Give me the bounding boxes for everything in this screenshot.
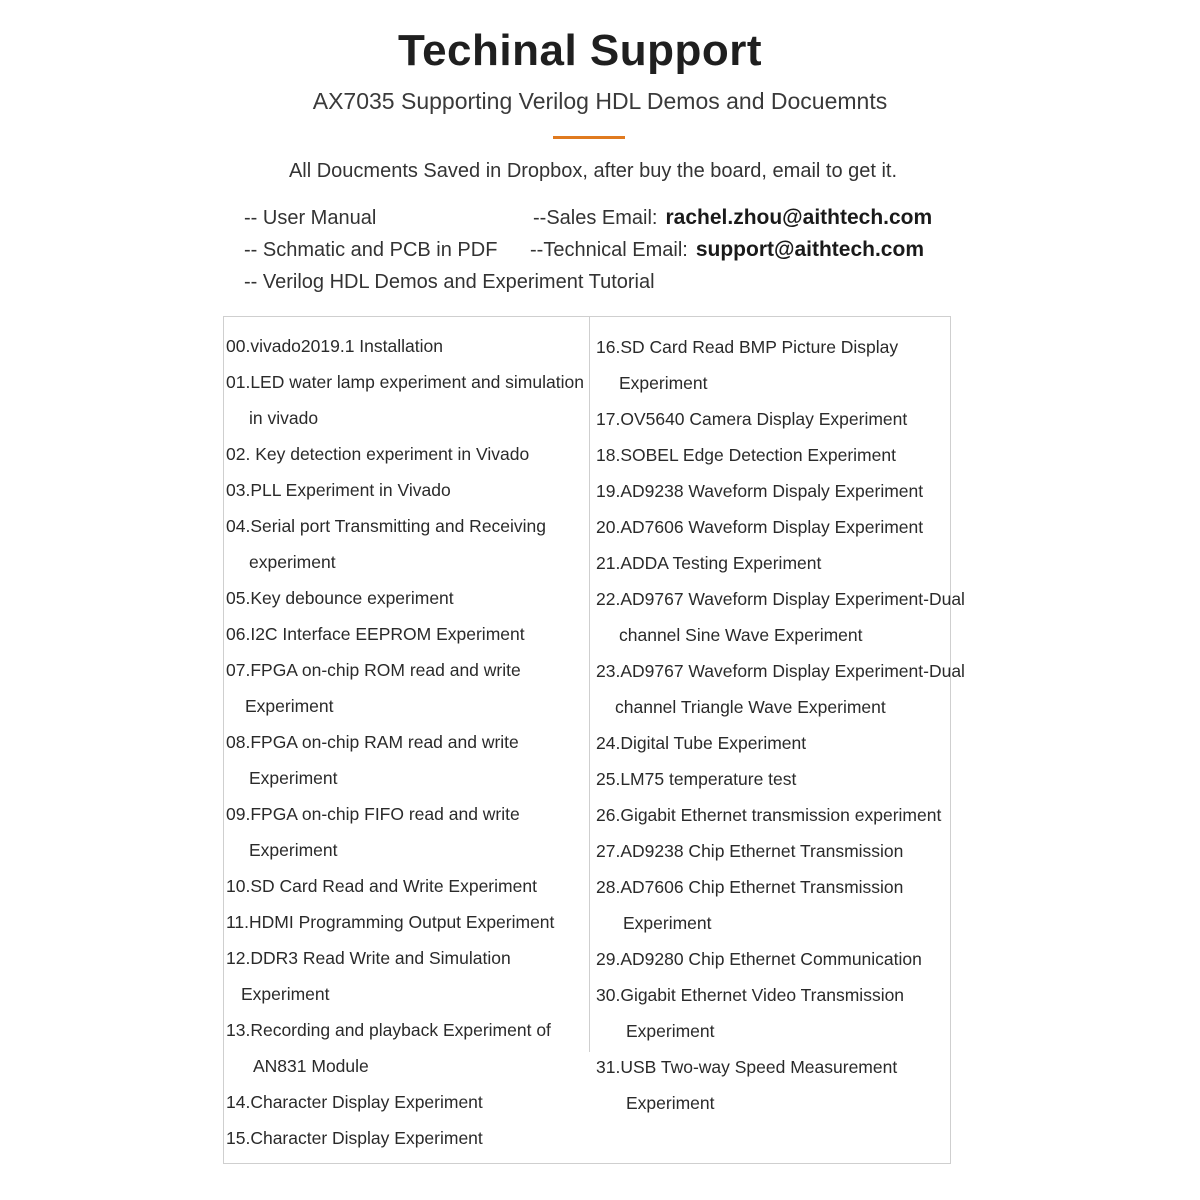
list-item: 02. Key detection experiment in Vivado <box>226 444 530 464</box>
list-item: 29.AD9280 Chip Ethernet Communication <box>596 949 922 969</box>
tech-contact <box>530 238 924 262</box>
page-title: Techinal Support <box>397 26 763 75</box>
list-item: 15.Character Display Experiment <box>226 1128 483 1148</box>
sales-email-label: --Sales Email: <box>533 207 658 229</box>
list-item: 16.SD Card Read BMP Picture Display Experiment <box>596 337 899 393</box>
list-item: 09.FPGA on-chip FIFO read and write Experiment <box>226 804 520 860</box>
list-item: 30.Gigabit Ethernet Video Transmission Experiment <box>596 985 905 1041</box>
doc-verilog-demos: -- Verilog HDL Demos and Experiment Tutorial <box>244 271 655 293</box>
list-item: 07.FPGA on-chip ROM read and write Experiment <box>226 660 521 716</box>
page-subtitle: AX7035 Supporting Verilog HDL Demos and Docuemnts <box>312 88 888 114</box>
list-item: 31.USB Two-way Speed Measurement Experiment <box>596 1057 898 1113</box>
list-item: 06.I2C Interface EEPROM Experiment <box>226 624 525 644</box>
list-item: 21.ADDA Testing Experiment <box>596 553 822 573</box>
list-item: 03.PLL Experiment in Vivado <box>226 480 451 500</box>
list-item: 27.AD9238 Chip Ethernet Transmission <box>596 841 904 861</box>
list-item: 04.Serial port Transmitting and Receiving experiment <box>226 516 547 572</box>
list-item: 13.Recording and playback Experiment of AN831 Module <box>226 1020 551 1076</box>
list-item: 11.HDMI Programming Output Experiment <box>226 912 555 932</box>
list-item: 08.FPGA on-chip RAM read and write Experiment <box>226 732 519 788</box>
list-item: 26.Gigabit Ethernet transmission experiment <box>596 805 942 825</box>
list-item: 17.OV5640 Camera Display Experiment <box>596 409 908 429</box>
list-item: 10.SD Card Read and Write Experiment <box>226 876 537 896</box>
dropbox-notice: All Doucments Saved in Dropbox, after buy the board, email to get it. <box>288 160 898 182</box>
list-item: 23.AD9767 Waveform Display Experiment-Dual channel Triangle Wave Experiment <box>596 661 965 717</box>
list-item: 00.vivado2019.1 Installation <box>226 336 443 356</box>
doc-schematic-pcb: -- Schmatic and PCB in PDF <box>244 239 498 261</box>
list-item: 01.LED water lamp experiment and simulation in vivado <box>226 372 584 428</box>
list-item: 24.Digital Tube Experiment <box>596 733 807 753</box>
list-item: 25.LM75 temperature test <box>596 769 797 789</box>
tech-email-link[interactable]: support@aithtech.com <box>695 238 924 261</box>
list-item: 18.SOBEL Edge Detection Experiment <box>596 445 896 465</box>
sales-contact <box>533 206 932 230</box>
list-item: 05.Key debounce experiment <box>226 588 454 608</box>
list-item: 20.AD7606 Waveform Display Experiment <box>596 517 924 537</box>
sales-email-link[interactable]: rachel.zhou@aithtech.com <box>665 206 933 229</box>
column-divider <box>589 316 590 1052</box>
list-item: 14.Character Display Experiment <box>226 1092 483 1112</box>
tutorial-list-left <box>226 328 586 1156</box>
title-divider <box>553 136 625 139</box>
tech-email-label: --Technical Email: <box>530 239 688 261</box>
list-item: 19.AD9238 Waveform Dispaly Experiment <box>596 481 924 501</box>
doc-user-manual: -- User Manual <box>244 207 377 229</box>
list-item: 12.DDR3 Read Write and Simulation Experiment <box>226 948 511 1004</box>
list-item: 28.AD7606 Chip Ethernet Transmission Experiment <box>596 877 904 933</box>
list-item: 22.AD9767 Waveform Display Experiment-Dual channel Sine Wave Experiment <box>596 589 965 645</box>
tutorial-list-right <box>596 329 965 1121</box>
